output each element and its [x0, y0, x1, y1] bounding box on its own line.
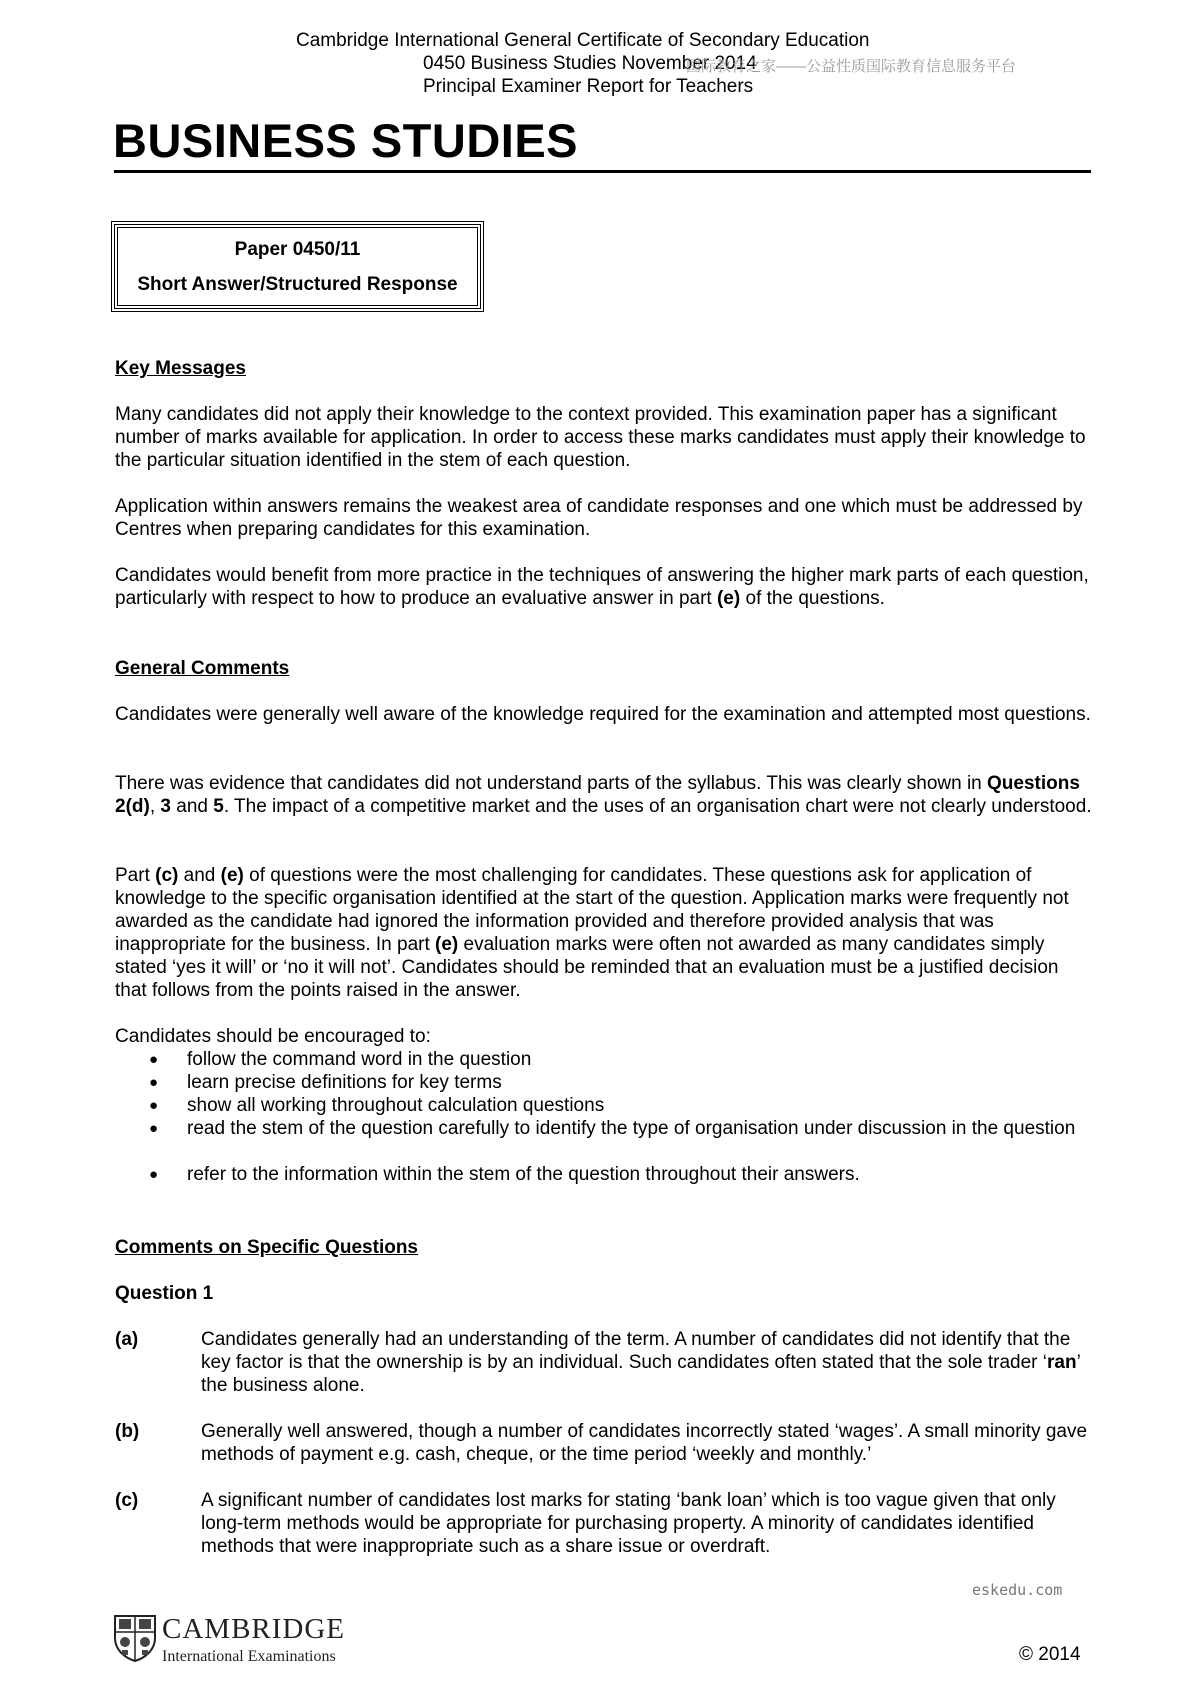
copyright: © 2014 [1019, 1644, 1081, 1665]
title-rule [114, 170, 1091, 173]
general-comments-paragraph-1: Candidates were generally well aware of the knowledge required for the examination and attempted most questions. [115, 704, 1091, 725]
watermark-text: 国际教育之家——公益性质国际教育信息服务平台 [686, 58, 1017, 75]
key-messages-paragraph-1: Many candidates did not apply their knowledge to the context provided. This examination paper has a significant number of marks available for application. In order to access these marks candidates must apply their knowledge to the particular situation identified in the stem of each question. [115, 404, 1086, 471]
bullet-icon: ● [149, 1166, 159, 1183]
part-b-label: (b) [115, 1421, 140, 1442]
part-c-text: A significant number of candidates lost marks for stating ‘bank loan’ which is too vague given that only long-term methods would be appropriate for purchasing property. A minority of candidates identified methods that were inappropriate such as a share issue or overdraft. [201, 1490, 1056, 1557]
general-comments-paragraph-4: Candidates should be encouraged to: [115, 1026, 431, 1047]
part-b-text: Generally well answered, though a number of candidates incorrectly stated ‘wages’. A small minority gave methods of payment e.g. cash, cheque, or the time period ‘weekly and monthly.’ [201, 1421, 1088, 1465]
header-line-3: Principal Examiner Report for Teachers [423, 76, 754, 97]
general-comments-heading: General Comments [115, 658, 290, 679]
cambridge-crest-icon [113, 1614, 157, 1662]
footer-site: eskedu.com [972, 1581, 1063, 1599]
header-line-2: 0450 Business Studies November 2014 [423, 53, 757, 74]
part-a-label: (a) [115, 1329, 139, 1350]
general-comments-paragraph-3: Part (c) and (e) of questions were the most challenging for candidates. These questions ask for application of knowledge to the specific organisation identified at the start of the question. Application marks were frequently not awarded as the candidate had ignored the information provided and therefore provided analysis that was inappropriate for the business. In part (e) evaluation marks were often not awarded as many candidates simply stated ‘yes it will’ or ‘no it will not’. Candidates should be reminded that an evaluation must be a justified decision that follows from the points raised in the answer. [115, 865, 1069, 1001]
part-a-text: Candidates generally had an understanding of the term. A number of candidates did not identify that the key factor is that the ownership is by an individual. Such candidates often stated that the sole trader ‘ran’ the business alone. [201, 1329, 1081, 1396]
paper-number: Paper 0450/11 [234, 239, 361, 260]
paper-type: Short Answer/Structured Response [137, 274, 458, 295]
key-messages-paragraph-3: Candidates would benefit from more practice in the techniques of answering the higher mark parts of each question, particularly with respect to how to produce an evaluative answer in part (e) of the questions. [115, 565, 1089, 609]
bullet-icon: ● [149, 1074, 159, 1091]
question-1-heading: Question 1 [115, 1283, 214, 1304]
logo-subtitle: International Examinations [162, 1648, 336, 1665]
paper-box [111, 221, 484, 312]
logo-wordmark: CAMBRIDGE [162, 1613, 346, 1645]
page-title: BUSINESS STUDIES [113, 114, 579, 167]
list-item: ● follow the command word in the question [149, 1049, 532, 1070]
general-comments-paragraph-2: There was evidence that candidates did not understand parts of the syllabus. This was clearly shown in Questions 2(d), 3 and 5. The impact of a competitive market and the uses of an organisation chart were not clearly understood. [115, 773, 1092, 817]
list-item: ● learn precise definitions for key terms [149, 1072, 502, 1093]
bullet-icon: ● [149, 1120, 159, 1137]
bullet-icon: ● [149, 1051, 159, 1068]
bullet-icon: ● [149, 1097, 159, 1114]
header-line-1: Cambridge International General Certificate of Secondary Education [296, 30, 870, 51]
list-item: ● show all working throughout calculation questions [149, 1095, 605, 1116]
key-messages-heading: Key Messages [115, 358, 246, 379]
part-c-label: (c) [115, 1490, 139, 1511]
key-messages-paragraph-2: Application within answers remains the weakest area of candidate responses and one which must be addressed by Centres when preparing candidates for this examination. [115, 496, 1083, 540]
list-item: ● refer to the information within the stem of the question throughout their answers. [149, 1164, 860, 1185]
list-item: ● read the stem of the question carefully to identify the type of organisation under discussion in the question [149, 1118, 1076, 1139]
specific-comments-heading: Comments on Specific Questions [115, 1237, 418, 1258]
